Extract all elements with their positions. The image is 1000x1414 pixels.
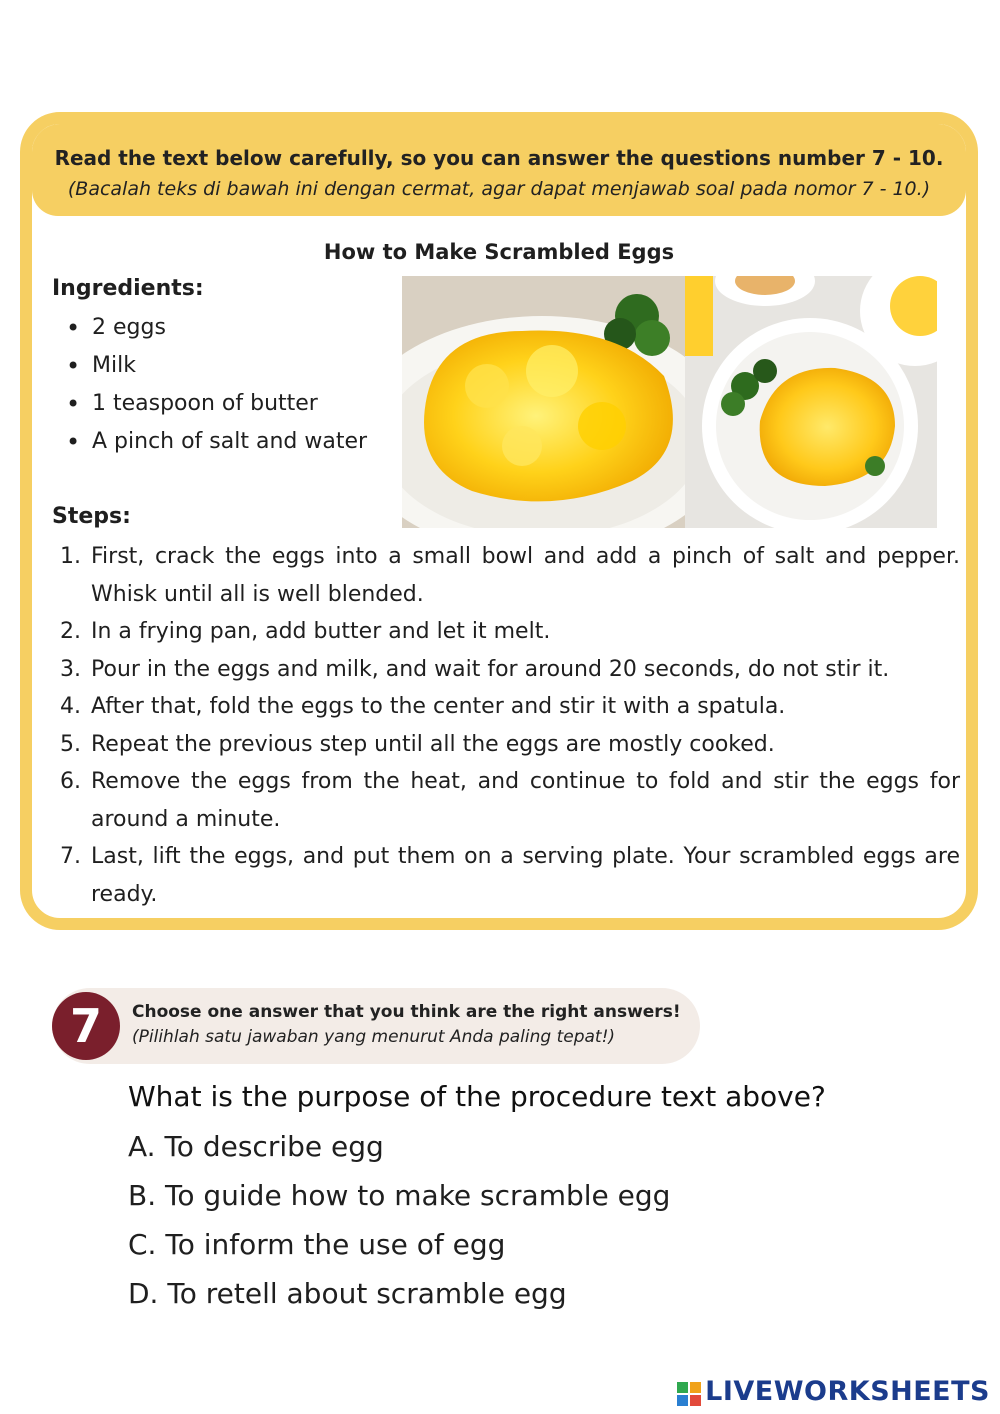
liveworksheets-logo-icon bbox=[677, 1382, 701, 1406]
answer-options bbox=[128, 1129, 670, 1325]
reading-instruction-banner bbox=[32, 124, 966, 216]
step-text: Repeat the previous step until all the eggs are mostly cooked. bbox=[91, 731, 775, 757]
step-item bbox=[60, 613, 960, 651]
step-item bbox=[60, 538, 960, 613]
ingredient-item: • Milk bbox=[62, 347, 367, 385]
reading-instruction-en: Read the text below carefully, so you can answer the questions number 7 - 10. bbox=[54, 146, 944, 170]
ingredient-item: • A pinch of salt and water bbox=[62, 423, 367, 461]
step-number: 3. bbox=[60, 656, 81, 682]
question-number-badge: 7 bbox=[52, 992, 120, 1060]
question-instruction-id: (Pilihlah satu jawaban yang menurut Anda paling tepat!) bbox=[132, 1027, 616, 1047]
step-text: Last, lift the eggs, and put them on a serving plate. Your scrambled eggs are ready. bbox=[91, 844, 960, 907]
reading-passage-box bbox=[20, 112, 978, 930]
step-item bbox=[60, 763, 960, 838]
step-number: 1. bbox=[60, 544, 81, 569]
ingredient-item: • 1 teaspoon of butter bbox=[62, 385, 367, 423]
scrambled-eggs-photo-plate bbox=[685, 276, 937, 528]
brand-wordmark: LIVEWORKSHEETS bbox=[705, 1376, 990, 1407]
step-text: After that, fold the eggs to the center and stir it with a spatula. bbox=[91, 694, 786, 719]
step-number: 2. bbox=[60, 619, 81, 644]
step-text: First, crack the eggs into a small bowl and add a pinch of salt and pepper. Whisk until all is well blended. bbox=[91, 544, 960, 607]
step-number: 5. bbox=[60, 731, 81, 757]
step-item bbox=[60, 838, 960, 913]
answer-option-c[interactable]: C. To inform the use of egg bbox=[128, 1228, 506, 1261]
steps-heading: Steps: bbox=[52, 504, 131, 529]
question-instruction-pill bbox=[52, 988, 700, 1064]
passage-title: How to Make Scrambled Eggs bbox=[323, 240, 675, 264]
ingredients-heading: Ingredients: bbox=[52, 276, 204, 301]
step-text: Pour in the eggs and milk, and wait for around 20 seconds, do not stir it. bbox=[91, 656, 890, 682]
question-instruction-en: Choose one answer that you think are the right answers! bbox=[132, 1002, 681, 1022]
step-number: 7. bbox=[60, 844, 81, 869]
answer-option-d[interactable]: D. To retell about scramble egg bbox=[128, 1277, 567, 1310]
scrambled-eggs-photo-closeup bbox=[402, 276, 685, 528]
step-text: Remove the eggs from the heat, and continue to fold and stir the eggs for around a minute. bbox=[91, 769, 960, 832]
step-item bbox=[60, 726, 960, 764]
answer-option-a[interactable]: A. To describe egg bbox=[128, 1130, 384, 1163]
liveworksheets-brand bbox=[705, 1376, 990, 1410]
steps-list bbox=[60, 538, 960, 913]
step-number: 4. bbox=[60, 694, 81, 719]
question-text: What is the purpose of the procedure text above? bbox=[128, 1080, 826, 1113]
step-item bbox=[60, 651, 960, 689]
step-number: 6. bbox=[60, 769, 81, 794]
step-item bbox=[60, 688, 960, 726]
ingredients-list bbox=[62, 309, 367, 461]
reading-instruction-id: (Bacalah teks di bawah ini dengan cermat, agar dapat menjawab soal pada nomor 7 - 10.) bbox=[67, 178, 931, 200]
step-text: In a frying pan, add butter and let it melt. bbox=[91, 619, 551, 644]
answer-option-b[interactable]: B. To guide how to make scramble egg bbox=[128, 1179, 671, 1212]
ingredient-item: • 2 eggs bbox=[62, 309, 367, 347]
